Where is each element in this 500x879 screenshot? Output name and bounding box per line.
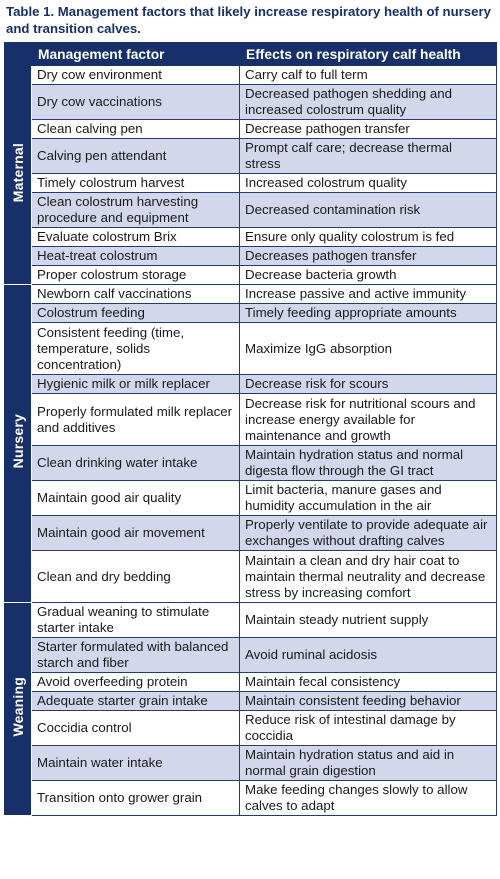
effect-cell: Limit bacteria, manure gases and humidity accumulation in the air — [240, 481, 497, 516]
group-column-header — [5, 43, 32, 66]
effect-cell: Increase passive and active immunity — [240, 285, 497, 304]
factor-cell: Clean and dry bedding — [32, 551, 240, 603]
factor-cell: Colostrum feeding — [32, 304, 240, 323]
factor-cell: Evaluate colostrum Brix — [32, 228, 240, 247]
table-row — [5, 66, 497, 85]
table-row — [5, 174, 497, 193]
effect-cell: Increased colostrum quality — [240, 174, 497, 193]
factor-column-header: Management factor — [32, 43, 240, 66]
table-row — [5, 516, 497, 551]
effect-cell: Avoid ruminal acidosis — [240, 638, 497, 673]
factor-cell: Clean calving pen — [32, 120, 240, 139]
factor-cell: Gradual weaning to stimulate starter intake — [32, 603, 240, 638]
group-label-cell — [5, 66, 32, 285]
group-label: Nursery — [10, 414, 26, 469]
factor-cell: Maintain good air quality — [32, 481, 240, 516]
table-row — [5, 673, 497, 692]
table-row — [5, 638, 497, 673]
table-row — [5, 603, 497, 638]
factor-cell: Clean colostrum harvesting procedure and equipment — [32, 193, 240, 228]
table-caption: Table 1. Management factors that likely increase respiratory health of nursery and transition calves. — [6, 4, 491, 36]
effect-cell: Ensure only quality colostrum is fed — [240, 228, 497, 247]
effect-cell: Decreased pathogen shedding and increased colostrum quality — [240, 85, 497, 120]
effect-cell: Decrease pathogen transfer — [240, 120, 497, 139]
effect-cell: Decreases pathogen transfer — [240, 247, 497, 266]
table-row — [5, 711, 497, 746]
effect-cell: Maintain a clean and dry hair coat to maintain thermal neutrality and decrease stress by increasing comfort — [240, 551, 497, 603]
factor-cell: Maintain good air movement — [32, 516, 240, 551]
factor-cell: Heat-treat colostrum — [32, 247, 240, 266]
effect-cell: Maintain hydration status and normal digesta flow through the GI tract — [240, 446, 497, 481]
effect-cell: Decrease risk for scours — [240, 375, 497, 394]
table-row — [5, 481, 497, 516]
factor-cell: Dry cow environment — [32, 66, 240, 85]
group-label: Maternal — [10, 143, 26, 203]
factor-cell: Transition onto grower grain — [32, 781, 240, 816]
factor-cell: Maintain water intake — [32, 746, 240, 781]
table-row — [5, 551, 497, 603]
table-row — [5, 746, 497, 781]
effect-cell: Timely feeding appropriate amounts — [240, 304, 497, 323]
table-row — [5, 781, 497, 816]
effect-cell: Maintain consistent feeding behavior — [240, 692, 497, 711]
effect-column-header: Effects on respiratory calf health — [240, 43, 497, 66]
factor-cell: Avoid overfeeding protein — [32, 673, 240, 692]
factor-cell: Hygienic milk or milk replacer — [32, 375, 240, 394]
effect-cell: Decrease bacteria growth — [240, 266, 497, 285]
effect-cell: Make feeding changes slowly to allow calves to adapt — [240, 781, 497, 816]
factor-cell: Properly formulated milk replacer and additives — [32, 394, 240, 446]
table-row — [5, 228, 497, 247]
effect-cell: Prompt calf care; decrease thermal stress — [240, 139, 497, 174]
table-row — [5, 375, 497, 394]
effect-cell: Decreased contamination risk — [240, 193, 497, 228]
table-row — [5, 120, 497, 139]
effect-cell: Properly ventilate to provide adequate air exchanges without drafting calves — [240, 516, 497, 551]
effect-cell: Decrease risk for nutritional scours and increase energy available for maintenance and growth — [240, 394, 497, 446]
table-row — [5, 446, 497, 481]
table-row — [5, 692, 497, 711]
factor-cell: Adequate starter grain intake — [32, 692, 240, 711]
header-row — [5, 43, 497, 66]
table-row — [5, 266, 497, 285]
factor-cell: Clean drinking water intake — [32, 446, 240, 481]
group-label: Weaning — [10, 677, 26, 737]
factor-cell: Dry cow vaccinations — [32, 85, 240, 120]
effect-cell: Maintain hydration status and aid in normal grain digestion — [240, 746, 497, 781]
factor-cell: Consistent feeding (time, temperature, solids concentration) — [32, 323, 240, 375]
factor-cell: Proper colostrum storage — [32, 266, 240, 285]
table-row — [5, 193, 497, 228]
effect-cell: Carry calf to full term — [240, 66, 497, 85]
table-row — [5, 394, 497, 446]
effect-cell: Reduce risk of intestinal damage by coccidia — [240, 711, 497, 746]
effect-cell: Maximize IgG absorption — [240, 323, 497, 375]
factor-cell: Starter formulated with balanced starch and fiber — [32, 638, 240, 673]
factor-cell: Calving pen attendant — [32, 139, 240, 174]
table-row — [5, 85, 497, 120]
table-row — [5, 323, 497, 375]
factor-cell: Newborn calf vaccinations — [32, 285, 240, 304]
table-row — [5, 304, 497, 323]
factor-cell: Timely colostrum harvest — [32, 174, 240, 193]
management-factors-table — [4, 42, 497, 816]
group-label-cell — [5, 285, 32, 603]
factor-cell: Coccidia control — [32, 711, 240, 746]
table-row — [5, 247, 497, 266]
table-body — [5, 66, 497, 816]
table-row — [5, 285, 497, 304]
effect-cell: Maintain steady nutrient supply — [240, 603, 497, 638]
table-row — [5, 139, 497, 174]
effect-cell: Maintain fecal consistency — [240, 673, 497, 692]
group-label-cell — [5, 603, 32, 816]
